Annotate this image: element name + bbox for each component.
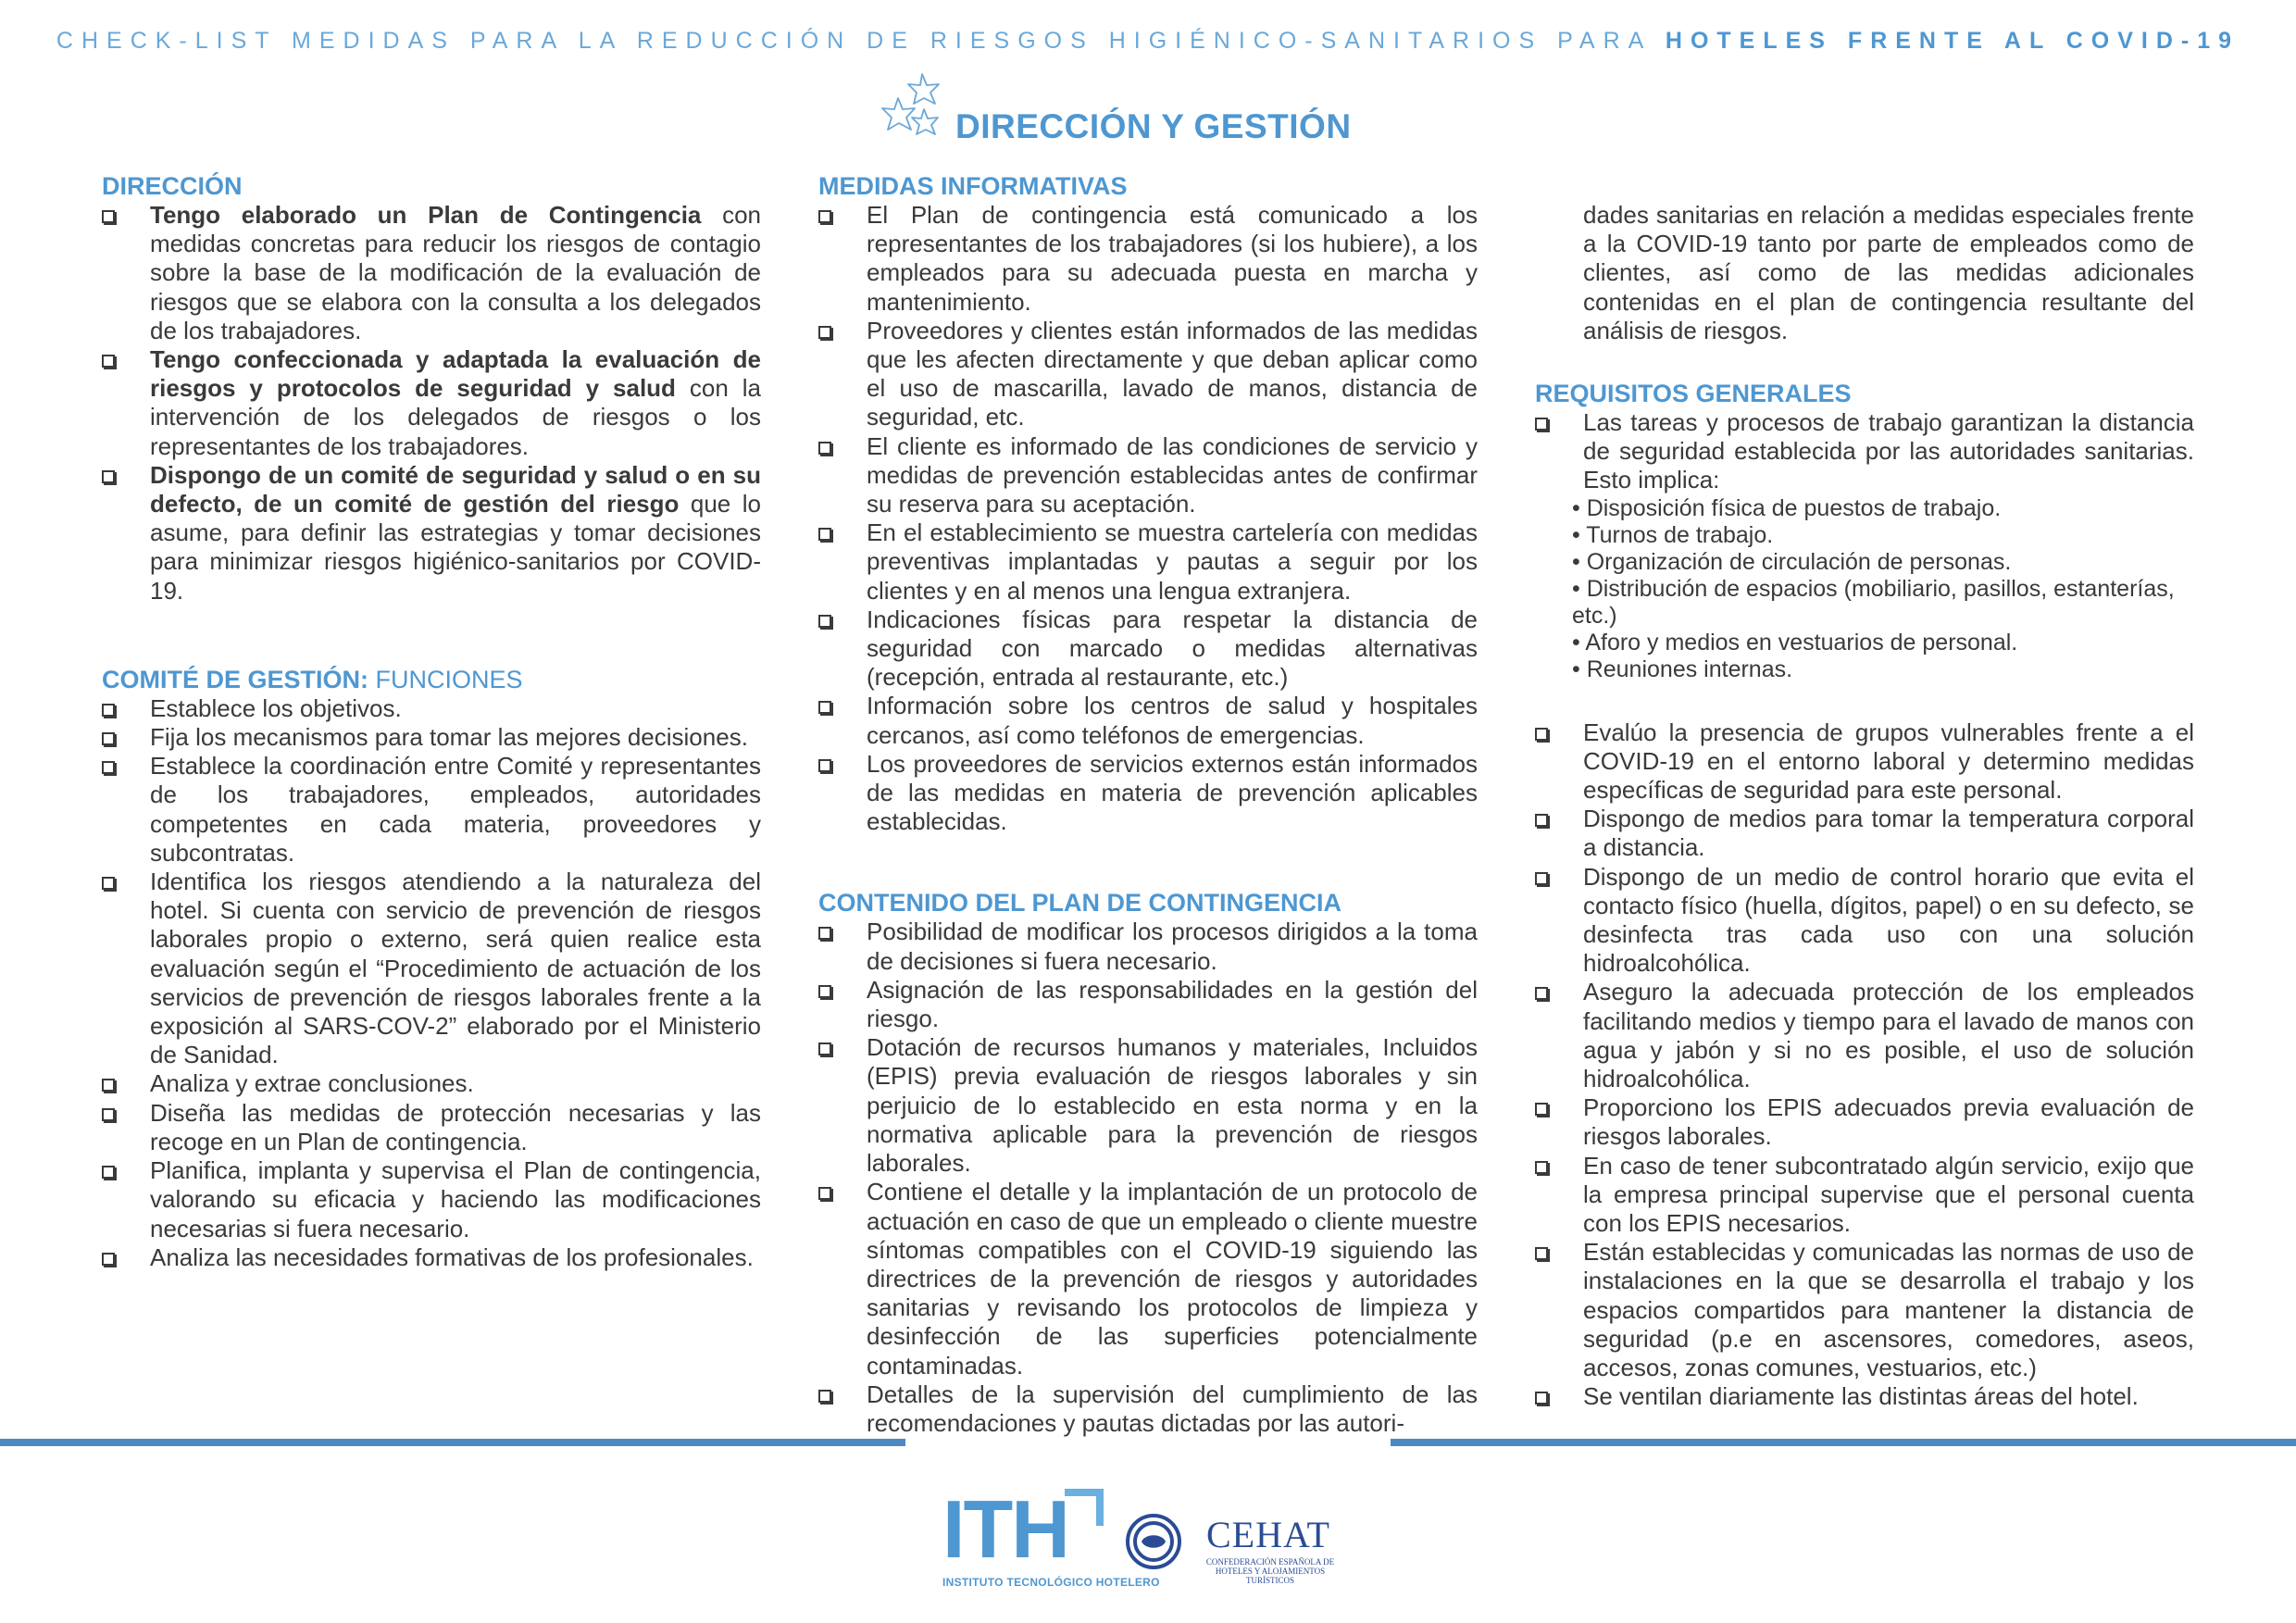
checklist-item [1535, 1152, 2194, 1239]
column-1 [102, 171, 761, 1272]
header-prefix: CHECK-LIST MEDIDAS PARA LA REDUCCIÓN DE RIESGOS HIGIÉNICO-SANITARIOS PARA [56, 28, 1666, 54]
ith-logo-subtitle: INSTITUTO TECNOLÓGICO HOTELERO [942, 1576, 1160, 1589]
checkbox-icon [818, 1390, 831, 1403]
checklist-item [1535, 1093, 2194, 1151]
checkbox-icon [818, 985, 831, 998]
sub-list-item: • Disposición física de puestos de trabajo. [1572, 494, 2002, 521]
sub-list-item: • Reuniones internas. [1572, 655, 1793, 682]
checkbox-icon [1535, 418, 1548, 431]
checklist-item [818, 518, 1478, 606]
checkbox-icon [1535, 1392, 1548, 1405]
checklist-item [102, 868, 761, 1069]
checkbox-icon [1535, 872, 1548, 885]
checkbox-icon [102, 732, 115, 745]
sub-list-item: • Organización de circulación de personas. [1572, 548, 2012, 575]
checklist-item [102, 694, 761, 723]
stars-icon [870, 72, 954, 150]
checklist-item-text: Analiza las necesidades formativas de los profesionales. [150, 1242, 754, 1271]
checklist-item-text: Proveedores y clientes están informados de las medidas que les afecten directamente y que deban aplicar como el uso de mascarilla, lavado de manos, distancia de seguridad, etc. [867, 316, 1478, 431]
checkbox-icon [1535, 1103, 1548, 1116]
checklist-item [102, 345, 761, 461]
checklist-item-text: que lo asume, para definir las estrategias y tomar decisiones para minimizar riesgos higiénico-sanitarios por COVID-19. [150, 490, 761, 605]
checklist-item-text: Posibilidad de modificar los procesos dirigidos a la toma de decisiones si fuera necesario. [867, 918, 1478, 975]
checklist-item [1535, 805, 2194, 862]
checkbox-icon [818, 615, 831, 628]
checklist-item-text: En el establecimiento se muestra cartelería con medidas preventivas implantadas y pautas a seguir por los clientes y en al menos una lengua extranjera. [867, 518, 1478, 605]
checkbox-icon [818, 326, 831, 339]
checklist-item-text: Analiza y extrae conclusiones. [150, 1069, 474, 1098]
cehat-logo-name: CEHAT [1206, 1514, 1330, 1555]
checklist-item [102, 1243, 761, 1272]
ith-logo-letters: ITH [942, 1483, 1068, 1575]
checklist-item-text: Asignación de las responsabilidades en la gestión del riesgo. [867, 975, 1478, 1033]
checklist-item-text: con la intervención de los delegados de riesgos o los representantes de los trabajadores. [150, 374, 761, 460]
checklist-item-text: Diseña las medidas de protección necesarias y las recoge en un Plan de contingencia. [150, 1098, 761, 1155]
checkbox-icon [102, 355, 115, 368]
checkbox-icon [102, 1079, 115, 1092]
checkbox-icon [818, 927, 831, 940]
checklist-item-text: Indicaciones físicas para respetar la distancia de seguridad con marcado o medidas alternativas (recepción, entrada al restaurante, etc.) [867, 605, 1478, 692]
checkbox-icon [1535, 728, 1548, 741]
checklist-item [818, 750, 1478, 837]
section-heading-comite [102, 665, 761, 694]
checklist-item-text: Aseguro la adecuada protección de los empleados facilitando medios y tiempo para el lavado de manos con agua y jabón y si no es posible, el uso de solución hidroalcohólica. [1583, 978, 2194, 1093]
checklist-item [1535, 408, 2194, 495]
comite-heading-thin: FUNCIONES [368, 665, 523, 693]
checklist-item [102, 1156, 761, 1243]
checklist-item [1535, 718, 2194, 805]
checklist-item [818, 606, 1478, 693]
checklist-item-text: Planifica, implanta y supervisa el Plan de contingencia, valorando su eficacia y haciendo las modificaciones necesarias si fuera necesario. [150, 1156, 761, 1242]
checklist-item [818, 1380, 1478, 1438]
checklist-item-text: El cliente es informado de las condiciones de servicio y medidas de prevención establecidas antes de confirmar su reserva para su aceptación. [867, 431, 1478, 518]
checklist-item-bold: Tengo elaborado un Plan de Contingencia [150, 201, 702, 229]
checklist-item [818, 1033, 1478, 1178]
checkbox-icon [1535, 1247, 1548, 1260]
ith-corner-mark [1065, 1489, 1104, 1526]
checklist-item [818, 692, 1478, 749]
checklist-item [1535, 1238, 2194, 1382]
checklist-item [102, 1069, 761, 1098]
informativas-list [818, 201, 1478, 836]
checkbox-icon [818, 1042, 831, 1055]
header-emphasis: HOTELES FRENTE AL COVID-19 [1665, 28, 2240, 54]
checklist-item [102, 752, 761, 868]
checklist-item [1535, 863, 2194, 979]
checkbox-icon [1535, 1161, 1548, 1174]
cehat-logo [1125, 1513, 1366, 1585]
checklist-item-text: Los proveedores de servicios externos están informados de las medidas en materia de prevención aplicables establecidas. [867, 749, 1478, 836]
sub-list-item: • Turnos de trabajo. [1572, 521, 1774, 548]
checkbox-icon [102, 1253, 115, 1266]
checklist-item-text: El Plan de contingencia está comunicado a los representantes de los trabajadores (si los hubiere), a los empleados para su adecuada puesta en marcha y mantenimiento. [867, 201, 1478, 316]
checkbox-icon [102, 761, 115, 774]
checkbox-icon [818, 442, 831, 455]
checklist-item [818, 201, 1478, 317]
checklist-item-text: Establece los objetivos. [150, 693, 402, 722]
checklist-item-text: Dispongo de un medio de control horario que evita el contacto físico (huella, dígitos, papel) o en su defecto, se desinfecta tras cada uso con una solución hidroalcohólica. [1583, 862, 2194, 978]
checkbox-icon [102, 470, 115, 483]
checklist-item-text: Proporciono los EPIS adecuados previa evaluación de riesgos laborales. [1583, 1093, 2194, 1151]
checkbox-icon [1535, 814, 1548, 827]
column-3 [1535, 201, 2194, 1412]
footer-line-right [1391, 1439, 2296, 1446]
checkbox-icon [102, 1166, 115, 1179]
cehat-logo-subtitle: CONFEDERACIÓN ESPAÑOLA DE HOTELES Y ALOJAMIENTOS TURÍSTICOS [1205, 1557, 1335, 1585]
cehat-emblem-icon [1125, 1513, 1182, 1570]
checklist-item-text: Establece la coordinación entre Comité y representantes de los trabajadores, empleados, autoridades competentes en cada materia, proveedores y subcontratas. [150, 752, 761, 867]
sub-list-item: • Aforo y medios en vestuarios de personal. [1572, 629, 2018, 655]
checklist-item-text: Identifica los riesgos atendiendo a la naturaleza del hotel. Si cuenta con servicio de prevención de riesgos laborales propio o externo, será quien realice esta evaluación según el “Procedimiento de actuación de los servicios de prevención de riesgos laborales frente a la exposición al SARS-COV-2” elaborado por el Ministerio de Sanidad. [150, 868, 761, 1069]
checklist-item [102, 461, 761, 606]
checklist-item-text: Están establecidas y comunicadas las normas de uso de instalaciones en la que se desarrolla el trabajo y los espacios compartidos para mantener la distancia de seguridad (p.e en ascensores, comedores, aseos, accesos, zonas comunes, vestuarios, etc.) [1583, 1238, 2194, 1382]
checklist-item [818, 1178, 1478, 1380]
checklist-item [102, 201, 761, 345]
column-2 [818, 171, 1478, 1438]
section-heading-contenido: CONTENIDO DEL PLAN DE CONTINGENCIA [818, 889, 1342, 918]
checklist-item-bold: Tengo confeccionada y adaptada la evaluación de riesgos y protocolos de seguridad y salud [150, 345, 761, 403]
checklist-item-text: Detalles de la supervisión del cumplimiento de las recomendaciones y pautas dictadas por las autori- [867, 1380, 1478, 1437]
page-title: DIRECCIÓN Y GESTIÓN [955, 107, 1352, 145]
requisitos-list [1535, 718, 2194, 1412]
title-block [870, 72, 1426, 156]
checklist-item [1535, 1382, 2194, 1411]
checklist-item-text: con medidas concretas para reducir los riesgos de contagio sobre la base de la modificación de la evaluación de riesgos que se elabora con la consulta a los delegados de los trabajadores. [150, 201, 761, 344]
checklist-item-text: Información sobre los centros de salud y hospitales cercanos, así como teléfonos de emergencias. [867, 692, 1478, 749]
checkbox-icon [102, 1108, 115, 1121]
checkbox-icon [818, 701, 831, 714]
checkbox-icon [102, 704, 115, 717]
checklist-item [818, 918, 1478, 975]
checkbox-icon [102, 210, 115, 223]
checklist-item-text: Dotación de recursos humanos y materiales, Incluidos (EPIS) previa evaluación de riesgos laborales y sin perjuicio de lo establecido en esta norma y en la normativa aplicable para la prevención de riesgos laborales. [867, 1033, 1478, 1178]
contenido-list [818, 918, 1478, 1438]
document-header [0, 28, 2296, 55]
comite-heading-strong: COMITÉ DE GESTIÓN: [102, 665, 369, 693]
checkbox-icon [1535, 987, 1548, 1000]
checklist-item-text: Contiene el detalle y la implantación de un protocolo de actuación en caso de que un empleado o cliente muestre síntomas compatibles con el COVID-19 siguiendo las directrices de la prevención de riesgos y autoridades sanitarias y revisando los protocolos de limpieza y desinfección de las superficies potencialmente contaminadas. [867, 1178, 1478, 1380]
sub-list-item: • Distribución de espacios (mobiliario, pasillos, estanterías, etc.) [1572, 575, 2175, 629]
checkbox-icon [818, 759, 831, 772]
checklist-item [1535, 978, 2194, 1093]
checklist-item [818, 976, 1478, 1033]
checklist-item-text: En caso de tener subcontratado algún servicio, exijo que la empresa principal supervise que el personal cuenta con los EPIS necesarios. [1583, 1151, 2194, 1238]
checkbox-icon [818, 210, 831, 223]
section-heading-requisitos: REQUISITOS GENERALES [1535, 380, 1852, 408]
checklist-item [818, 317, 1478, 432]
checkbox-icon [818, 528, 831, 541]
checkbox-icon [102, 877, 115, 890]
footer-line-left [0, 1439, 905, 1446]
direccion-list [102, 201, 761, 606]
checkbox-icon [818, 1187, 831, 1200]
checklist-item-text: Las tareas y procesos de trabajo garantizan la distancia de seguridad establecida por las autoridades sanitarias. Esto implica: [1583, 408, 2194, 494]
contenido-continuation: dades sanitarias en relación a medidas especiales frente a la COVID-19 tanto por parte de empleados como de clientes, así como de las medidas adicionales contenidas en el plan de contingencia resultante del análisis de riesgos. [1583, 201, 2194, 344]
checklist-item-bold: Dispongo de un comité de seguridad y salud o en su defecto, de un comité de gestión del riesgo [150, 460, 761, 518]
requisitos-first-list [1535, 408, 2194, 495]
checklist-item-text: Dispongo de medios para tomar la temperatura corporal a distancia. [1583, 805, 2194, 862]
checklist-item [102, 723, 761, 752]
section-heading-direccion: DIRECCIÓN [102, 172, 243, 200]
checklist-item [818, 432, 1478, 519]
ith-logo [935, 1483, 1160, 1598]
section-heading-informativas: MEDIDAS INFORMATIVAS [818, 172, 1128, 200]
checklist-item-text: Evalúo la presencia de grupos vulnerables frente a el COVID-19 en el entorno laboral y determino medidas específicas de seguridad para este personal. [1583, 718, 2194, 805]
requisitos-sub-list [1572, 495, 2194, 683]
checklist-item [102, 1099, 761, 1156]
comite-list [102, 694, 761, 1272]
checklist-item-text: Fija los mecanismos para tomar las mejores decisiones. [150, 723, 748, 752]
checklist-item-text: Se ventilan diariamente las distintas áreas del hotel. [1583, 1382, 2139, 1411]
